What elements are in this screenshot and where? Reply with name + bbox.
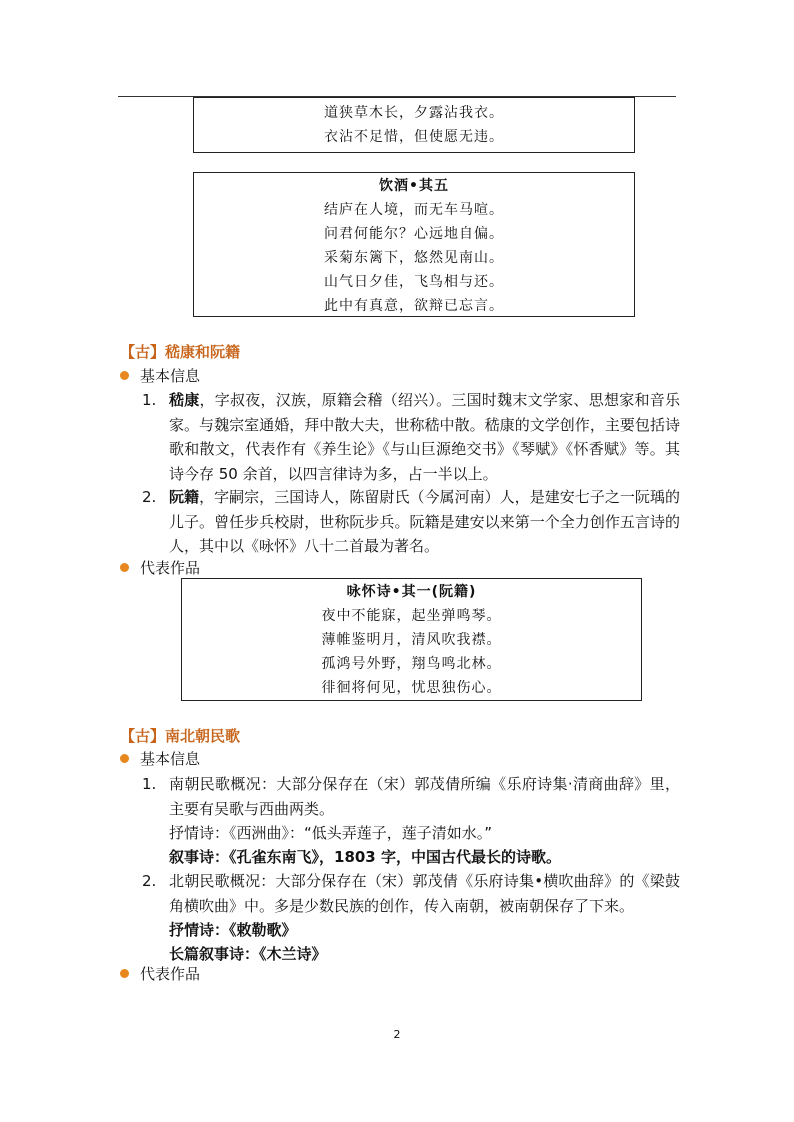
poem-line: 结庐在人境，而无车马喧。 bbox=[324, 202, 504, 218]
poem-box-yinjiu bbox=[193, 172, 635, 317]
poem-line: 山气日夕佳，飞鸟相与还。 bbox=[324, 274, 504, 290]
poem-box-yonghuai bbox=[181, 578, 642, 701]
list-item bbox=[142, 772, 680, 822]
list-item bbox=[142, 485, 680, 559]
poem-title: 咏怀诗•其一(阮籍) bbox=[346, 584, 477, 600]
sub-line-bold: 抒情诗：《敕勒歌》 bbox=[169, 921, 297, 939]
item-text: ，字叔夜，汉族，原籍会稽（绍兴）。三国时魏末文学家、思想家和音乐家。与魏宗室通婚，拜中散大夫，世称嵇中散。嵇康的文学创作，主要包括诗歌和散文，代表作有《养生论》《与山巨源绝交书》《琴赋》《怀香赋》等。其诗今存 50 余首，以四言律诗为多，占一半以上。 bbox=[169, 391, 680, 483]
poem-line: 孤鸿号外野，翔鸟鸣北林。 bbox=[321, 656, 502, 672]
item-text: 北朝民歌概况：大部分保存在（宋）郭茂倩《乐府诗集•横吹曲辞》的《梁鼓角横吹曲》中。多是少数民族的创作，传入南朝，被南朝保存了下来。 bbox=[169, 872, 680, 915]
poem-line: 道狭草木长，夕露沾我衣。 bbox=[324, 105, 504, 121]
poem-title: 饮酒•其五 bbox=[379, 178, 449, 194]
bullet-label: 代表作品 bbox=[140, 559, 201, 577]
poem-line: 衣沾不足惜，但使愿无违。 bbox=[324, 129, 504, 145]
poem-line: 薄帷鉴明月，清风吹我襟。 bbox=[321, 632, 502, 648]
bullet-dot-icon bbox=[120, 371, 129, 380]
section-heading: 【古】嵇康和阮籍 bbox=[120, 343, 241, 361]
list-number: 2. bbox=[142, 488, 157, 506]
bullet-label: 基本信息 bbox=[140, 750, 201, 768]
list-item bbox=[142, 388, 680, 486]
bullet-label: 代表作品 bbox=[140, 965, 201, 983]
list-number: 2. bbox=[142, 872, 157, 890]
list-number: 1. bbox=[142, 391, 157, 409]
sub-line-bold: 叙事诗：《孔雀东南飞》，1803 字，中国古代最长的诗歌。 bbox=[169, 848, 561, 866]
person-name: 嵇康 bbox=[169, 391, 200, 409]
list-item bbox=[142, 869, 680, 919]
poem-line: 问君何能尔？心远地自偏。 bbox=[324, 226, 504, 242]
poem-line: 采菊东篱下，悠然见南山。 bbox=[324, 250, 504, 266]
page-number: 2 bbox=[393, 1028, 401, 1041]
sub-line-bold: 长篇叙事诗：《木兰诗》 bbox=[169, 945, 327, 963]
poem-line: 夜中不能寐，起坐弹鸣琴。 bbox=[321, 608, 502, 624]
person-name: 阮籍 bbox=[169, 488, 200, 506]
item-text: ，字嗣宗，三国诗人，陈留尉氏（今属河南）人，是建安七子之一阮瑀的儿子。曾任步兵校尉，世称阮步兵。阮籍是建安以来第一个全力创作五言诗的人，其中以《咏怀》八十二首最为著名。 bbox=[169, 488, 680, 555]
bullet-dot-icon bbox=[120, 563, 129, 572]
poem-line: 徘徊将何见，忧思独伤心。 bbox=[321, 680, 502, 696]
item-text: 南朝民歌概况：大部分保存在（宋）郭茂倩所编《乐府诗集·清商曲辞》里，主要有吴歌与西曲两类。 bbox=[169, 775, 680, 818]
bullet-dot-icon bbox=[120, 754, 129, 763]
bullet-label: 基本信息 bbox=[140, 367, 201, 385]
section-heading: 【古】南北朝民歌 bbox=[120, 727, 241, 745]
sub-line: 抒情诗：《西洲曲》：“低头弄莲子，莲子清如水。” bbox=[169, 824, 493, 842]
list-number: 1. bbox=[142, 775, 157, 793]
poem-line: 此中有真意，欲辩已忘言。 bbox=[324, 298, 504, 314]
bullet-dot-icon bbox=[120, 969, 129, 978]
poem-box-continuation bbox=[193, 97, 635, 153]
